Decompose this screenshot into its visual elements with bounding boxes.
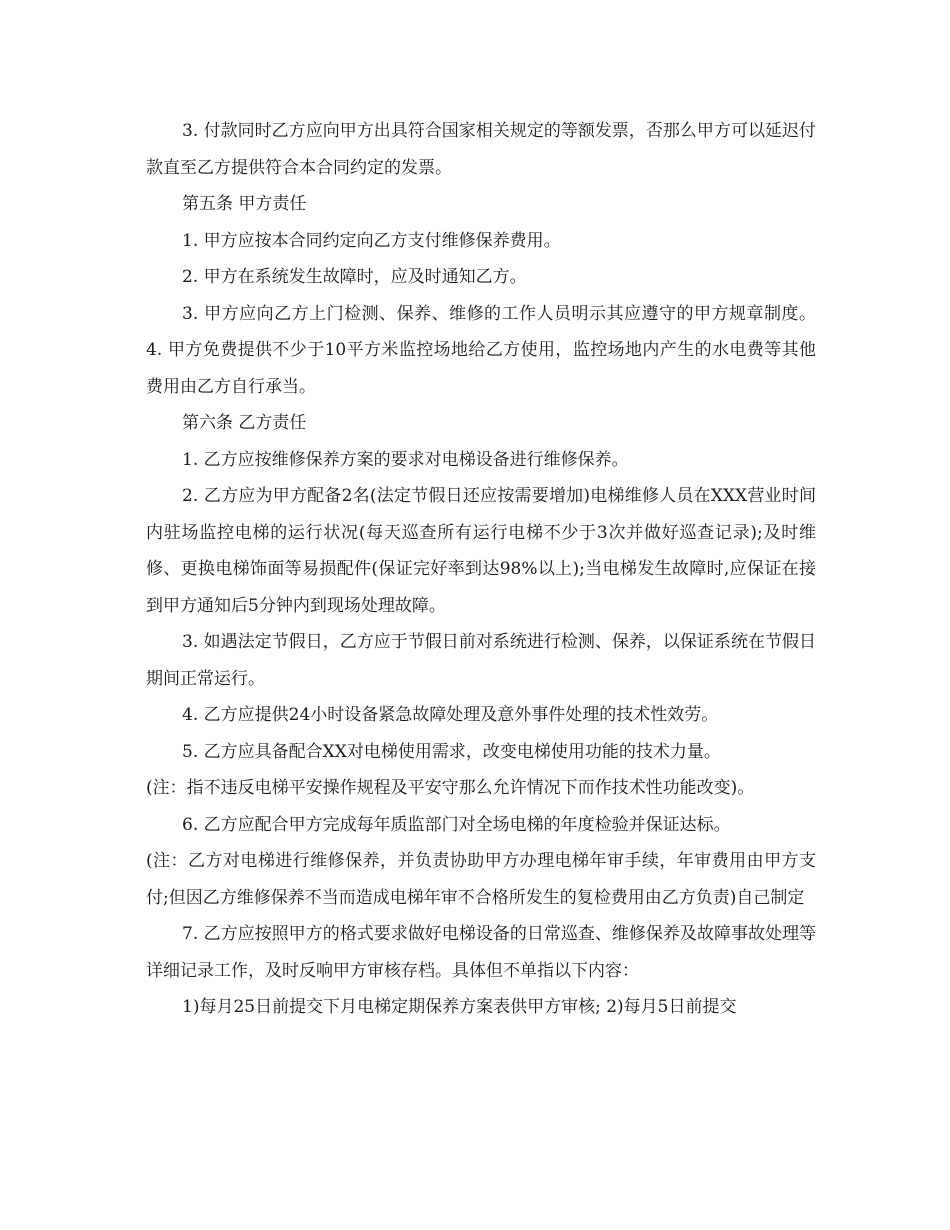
paragraph-b-duty-7: 7. 乙方应按照甲方的格式要求做好电梯设备的日常巡查、维修保养及故障事故处理等详细记录工作，及时反响甲方审核存档。具体但不单指以下内容：: [146, 924, 816, 981]
paragraph-b-duty-1: 1. 乙方应按维修保养方案的要求对电梯设备进行维修保养。: [182, 449, 629, 470]
heading-article-6: 第六条 乙方责任: [182, 413, 307, 433]
note-duty-6: (注：乙方对电梯进行维修保养，并负责协助甲方办理电梯年审手续，年审费用由甲方支付;但因乙方维修保养不当而造成电梯年审不合格所发生的复检费用由乙方负责)自己制定: [146, 851, 816, 908]
document-body: [146, 113, 816, 1026]
paragraph-b-duty-5: 5. 乙方应具备配合XX对电梯使用需求，改变电梯使用功能的技术力量。: [182, 741, 721, 762]
note-duty-5: (注：指不违反电梯平安操作规程及平安守那么允许情况下而作技术性功能改变)。: [146, 778, 755, 798]
paragraph-b-duty-3: 3. 如遇法定节假日，乙方应于节假日前对系统进行检测、保养，以保证系统在节假日期间正常运行。: [146, 632, 816, 689]
heading-article-5: 第五条 甲方责任: [182, 194, 307, 214]
paragraph-b-duty-7-items: 1)每月25日前提交下月电梯定期保养方案表供甲方审核; 2)每月5日前提交: [182, 997, 737, 1017]
paragraph-b-duty-6: 6. 乙方应配合甲方完成每年质监部门对全场电梯的年度检验并保证达标。: [182, 814, 731, 835]
paragraph-b-duty-4: 4. 乙方应提供24小时设备紧急故障处理及意外事件处理的技术性效劳。: [182, 705, 719, 725]
paragraph-a-duty-2: 2. 甲方在系统发生故障时，应及时通知乙方。: [182, 267, 527, 287]
paragraph-b-duty-2: 2. 乙方应为甲方配备2名(法定节假日还应按需要增加)电梯维修人员在XXX营业时间内驻场监控电梯的运行状况(每天巡查所有运行电梯不少于3次并做好巡查记录);及时维修、更换电梯饰面等易损配件(保证完好率到达98%以上);当电梯发生故障时,应保证在接到甲方通知后5分钟内到现场处理故障。: [146, 486, 816, 616]
paragraph-a-duty-3-4: 3. 甲方应向乙方上门检测、保养、维修的工作人员明示其应遵守的甲方规章制度。 4. 甲方免费提供不少于10平方米监控场地给乙方使用，监控场地内产生的水电费等其他费用由乙方自行承当。: [146, 303, 816, 397]
paragraph-payment-invoice: 3. 付款同时乙方应向甲方出具符合国家相关规定的等额发票，否那么甲方可以延迟付款直至乙方提供符合本合同约定的发票。: [146, 121, 816, 178]
paragraph-a-duty-1: 1. 甲方应按本合同约定向乙方支付维修保养费用。: [182, 230, 561, 251]
